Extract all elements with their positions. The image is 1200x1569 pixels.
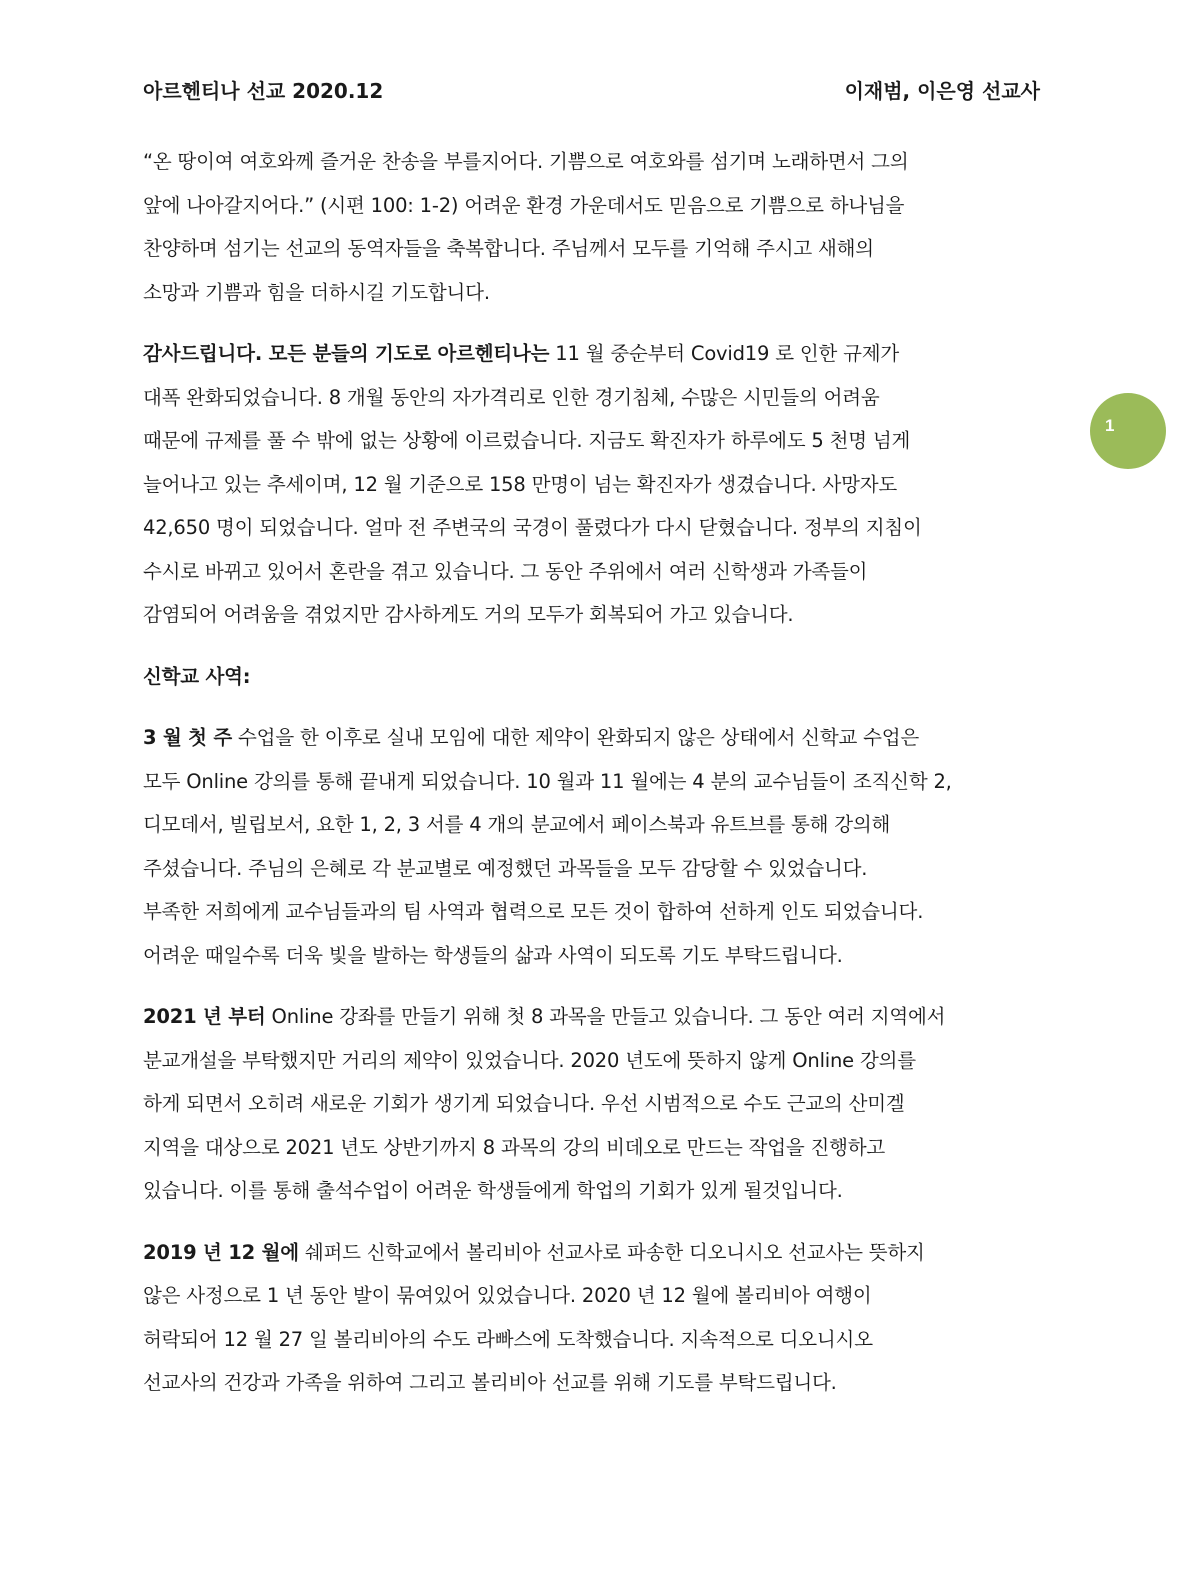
text-line: 찬양하며 섬기는 선교의 동역자들을 축복합니다. 주님께서 모두를 기억해 주시고 새해의 — [143, 237, 874, 260]
bolivia-mission-paragraph — [143, 1231, 1073, 1405]
paragraph-lead: 감사드립니다. 모든 분들의 기도로 아르헨티나는 — [143, 342, 550, 365]
text-line: 감염되어 어려움을 겪었지만 감사하게도 거의 모두가 회복되어 가고 있습니다. — [143, 603, 794, 626]
text-line: “온 땅이여 여호와께 즐거운 찬송을 부를지어다. 기쁨으로 여호와를 섬기며 노래하면서 그의 — [143, 150, 909, 173]
text-line: 때문에 규제를 풀 수 밖에 없는 상황에 이르렀습니다. 지금도 확진자가 하루에도 5 천명 넘게 — [143, 429, 911, 452]
paragraph-lead: 2021 년 부터 — [143, 1005, 266, 1028]
text-line: 어려운 때일수록 더욱 빛을 발하는 학생들의 삶과 사역이 되도록 기도 부탁드립니다. — [143, 943, 843, 967]
text-line: 부족한 저희에게 교수님들과의 팀 사역과 협력으로 모든 것이 합하여 선하게 인도 되었습니다. — [143, 900, 924, 923]
opening-paragraph — [143, 140, 1073, 314]
text-line: 소망과 기쁨과 힘을 더하시길 기도합니다. — [143, 280, 490, 304]
text-line: 수시로 바뀌고 있어서 혼란을 겪고 있습니다. 그 동안 주위에서 여러 신학생과 가족들이 — [143, 559, 868, 583]
paragraph-lead: 2019 년 12 월에 — [143, 1240, 299, 1264]
text-line: 앞에 나아갈지어다.” (시편 100: 1-2) 어려운 환경 가운데서도 믿음으로 기쁨으로 하나님을 — [143, 193, 905, 217]
section-heading: 신학교 사역: — [143, 664, 251, 688]
header-authors: 이재범, 이은영 선교사 — [844, 79, 1040, 103]
online-courses-paragraph — [143, 995, 1073, 1213]
text-line: 늘어나고 있는 추세이며, 12 월 기준으로 158 만명이 넘는 확진자가 생겼습니다. 사망자도 — [143, 472, 898, 496]
paragraph-lead: 3 월 첫 주 — [143, 726, 233, 749]
text-line: 선교사의 건강과 가족을 위하여 그리고 볼리비아 선교를 위해 기도를 부탁드립니다. — [143, 1371, 837, 1394]
text-run: 수업을 한 이후로 실내 모임에 대한 제약이 완화되지 않은 상태에서 신학교 수업은 — [232, 726, 920, 749]
text-line: 하게 되면서 오히려 새로운 기회가 생기게 되었습니다. 우선 시범적으로 수도 근교의 산미겔 — [143, 1092, 905, 1115]
letter-body — [143, 140, 1073, 1423]
text-line — [143, 332, 1073, 376]
text-line: 디모데서, 빌립보서, 요한 1, 2, 3 서를 4 개의 분교에서 페이스북과 유트브를 통해 강의해 — [143, 813, 891, 836]
page-number-badge — [1090, 393, 1166, 469]
page-number: 1 — [1105, 416, 1115, 435]
text-run: Online 강좌를 만들기 위해 첫 8 과목을 만들고 있습니다. 그 동안 여러 지역에서 — [265, 1005, 946, 1028]
page-header — [143, 76, 1040, 108]
text-run: 11 월 중순부터 Covid19 로 인한 규제가 — [549, 342, 900, 365]
text-line: 주셨습니다. 주님의 은혜로 각 분교별로 예정했던 과목들을 모두 감당할 수 있었습니다. — [143, 856, 868, 880]
text-run: 쉐퍼드 신학교에서 볼리비아 선교사로 파송한 디오니시오 선교사는 뜻하지 — [298, 1240, 925, 1264]
text-line: 42,650 명이 되었습니다. 얼마 전 주변국의 국경이 풀렸다가 다시 닫혔습니다. 정부의 지침이 — [143, 516, 922, 539]
text-line: 허락되어 12 월 27 일 볼리비아의 수도 라빠스에 도착했습니다. 지속적으로 디오니시오 — [143, 1327, 873, 1351]
text-line: 모두 Online 강의를 통해 끝내게 되었습니다. 10 월과 11 월에는 4 분의 교수님들이 조직신학 2, — [143, 769, 952, 793]
text-line: 있습니다. 이를 통해 출석수업이 어려운 학생들에게 학업의 기회가 있게 될것입니다. — [143, 1179, 843, 1202]
seminary-classes-paragraph — [143, 716, 1073, 977]
text-line: 분교개설을 부탁했지만 거리의 제약이 있었습니다. 2020 년도에 뜻하지 않게 Online 강의를 — [143, 1048, 916, 1072]
header-title: 아르헨티나 선교 2020.12 — [143, 79, 384, 103]
text-line — [143, 1231, 1073, 1275]
text-line: 지역을 대상으로 2021 년도 상반기까지 8 과목의 강의 비데오로 만드는 작업을 진행하고 — [143, 1135, 886, 1159]
text-line: 않은 사정으로 1 년 동안 발이 묶여있어 있었습니다. 2020 년 12 월에 볼리비아 여행이 — [143, 1284, 872, 1307]
text-line — [143, 716, 1073, 760]
text-line: 대폭 완화되었습니다. 8 개월 동안의 자가격리로 인한 경기침체, 수많은 시민들의 어려움 — [143, 385, 880, 409]
covid-update-paragraph — [143, 332, 1073, 637]
text-line — [143, 995, 1073, 1039]
